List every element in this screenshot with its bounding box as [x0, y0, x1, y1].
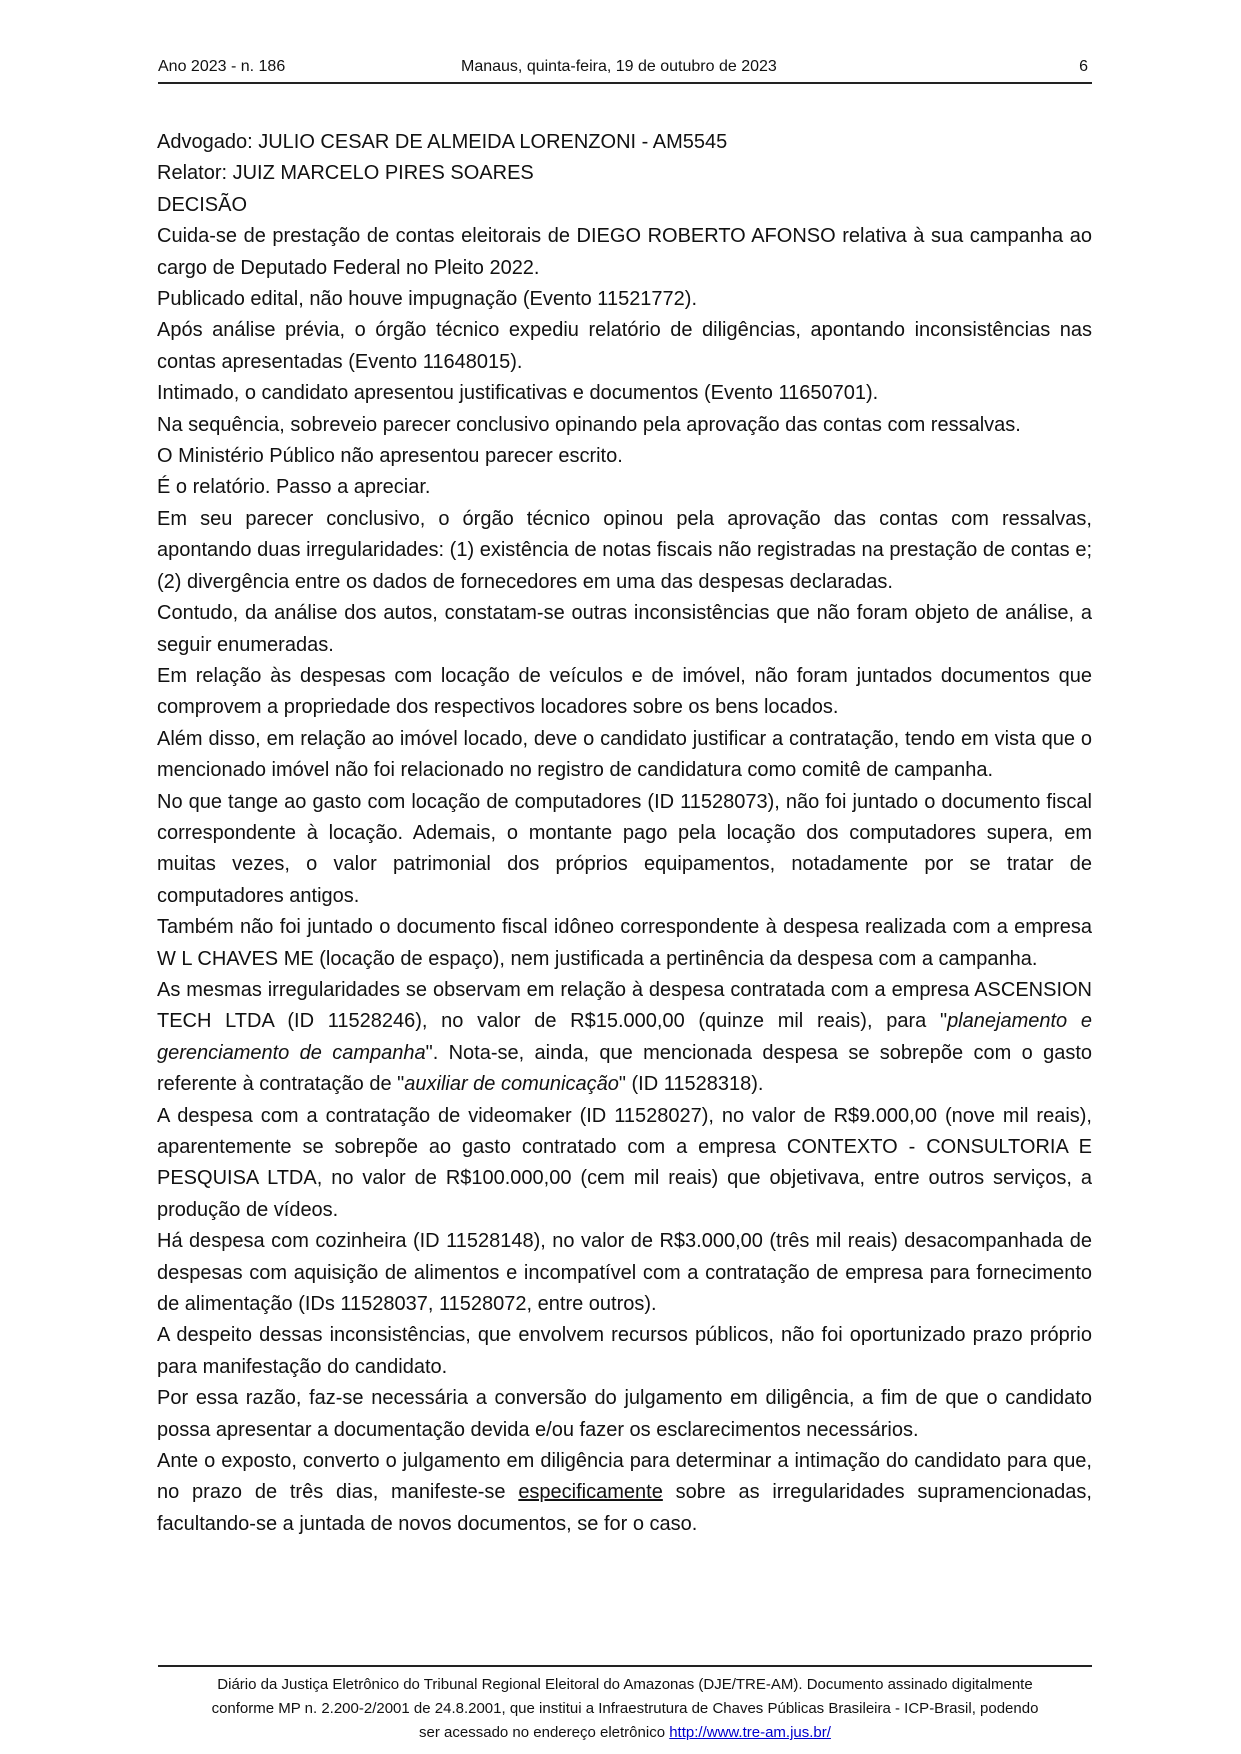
- paragraph: [157, 1446, 1092, 1540]
- paragraph: [157, 975, 1092, 1101]
- paragraph: Publicado edital, não houve impugnação (Evento 11521772).: [157, 288, 698, 311]
- italic-quote: auxiliar de comunicação: [404, 1073, 619, 1096]
- text-run: Ante o exposto, converto o julgamento em diligência para determinar a intimação do candidato para que, no prazo de três dias, manifeste-se: [157, 1450, 1092, 1504]
- text-run: As mesmas irregularidades se observam em relação à despesa contratada com a empresa ASCENSION TECH LTDA (ID 11528246), no valor de R$15.000,00 (quinze mil reais), para ": [157, 978, 1092, 1033]
- paragraph: A despeito dessas inconsistências, que envolvem recursos públicos, não foi oportunizado prazo próprio para manifestação do candidato.: [157, 1324, 1092, 1378]
- footer-line: Diário da Justiça Eletrônico do Tribunal Regional Eleitoral do Amazonas (DJE/TRE-AM). Documento assinado digitalmente: [217, 1676, 1033, 1693]
- paragraph: Também não foi juntado o documento fiscal idôneo correspondente à despesa realizada com a empresa W L CHAVES ME (locação de espaço), nem justificada a pertinência da despesa com a campanha.: [157, 916, 1092, 970]
- footer-text: ser acessado no endereço eletrônico: [419, 1724, 670, 1741]
- paragraph: É o relatório. Passo a apreciar.: [157, 476, 431, 499]
- page-header: [158, 50, 1092, 84]
- document-body: [157, 127, 1092, 1540]
- paragraph: Cuida-se de prestação de contas eleitorais de DIEGO ROBERTO AFONSO relativa à sua campanha ao cargo de Deputado Federal no Pleito 2022.: [157, 225, 1092, 279]
- text-run: ". Nota-se, ainda, que mencionada despesa se sobrepõe com o gasto referente à contratação de ": [157, 1041, 1093, 1096]
- paragraph: Além disso, em relação ao imóvel locado, deve o candidato justificar a contratação, tendo em vista que o mencionado imóvel não foi relacionado no registro de candidatura como comitê de campanha.: [157, 727, 1092, 782]
- tre-am-link[interactable]: http://www.tre-am.jus.br/: [669, 1724, 831, 1741]
- paragraph: A despesa com a contratação de videomaker (ID 11528027), no valor de R$9.000,00 (nove mil reais), aparentemente se sobrepõe ao gasto contratado com a empresa CONTEXTO - CONSULTORIA E PESQUISA LTDA, no valor de R$100.000,00 (cem mil reais) que objetivava, entre outros serviços, a produção de vídeos.: [157, 1104, 1092, 1221]
- paragraph: Após análise prévia, o órgão técnico expediu relatório de diligências, apontando inconsistências nas contas apresentadas (Evento 11648015).: [157, 319, 1092, 373]
- paragraph: Há despesa com cozinheira (ID 11528148), no valor de R$3.000,00 (três mil reais) desacompanhada de despesas com aquisição de alimentos e incompatível com a contratação de empresa para fornecimento de alimentação (IDs 11528037, 11528072, entre outros).: [157, 1230, 1092, 1316]
- paragraph: Por essa razão, faz-se necessária a conversão do julgamento em diligência, a fim de que o candidato possa apresentar a documentação devida e/ou fazer os esclarecimentos necessários.: [157, 1387, 1092, 1441]
- issue-number: Ano 2023 - n. 186: [158, 58, 286, 75]
- lawyer-line: Advogado: JULIO CESAR DE ALMEIDA LORENZONI - AM5545: [157, 131, 728, 153]
- paragraph: Intimado, o candidato apresentou justificativas e documentos (Evento 11650701).: [157, 382, 879, 405]
- page-number: 6: [1079, 58, 1088, 75]
- paragraph: Na sequência, sobreveio parecer conclusivo opinando pela aprovação das contas com ressalvas.: [157, 413, 1021, 436]
- italic-quote: planejamento e gerenciamento de campanha: [157, 1010, 1092, 1064]
- paragraph: Em relação às despesas com locação de veículos e de imóvel, não foram juntados documentos que comprovem a propriedade dos respectivos locadores sobre os bens locados.: [157, 664, 1092, 719]
- text-run: sobre as irregularidades supramencionadas, facultando-se a juntada de novos documentos, se for o caso.: [157, 1481, 1092, 1535]
- decision-heading: DECISÃO: [157, 193, 248, 216]
- footer-line: conforme MP n. 2.200-2/2001 de 24.8.2001, que institui a Infraestrutura de Chaves Públicas Brasileira - ICP-Brasil, podendo: [211, 1700, 1039, 1717]
- footer-line: [158, 1721, 1092, 1745]
- paragraph: No que tange ao gasto com locação de computadores (ID 11528073), não foi juntado o documento fiscal correspondente à locação. Ademais, o montante pago pela locação dos computadores supera, em muitas vezes, o valor patrimonial dos próprios equipamentos, notadamente por se tratar de computadores antigos.: [157, 790, 1092, 907]
- paragraph: Em seu parecer conclusivo, o órgão técnico opinou pela aprovação das contas com ressalvas, apontando duas irregularidades: (1) existência de notas fiscais não registradas na prestação de contas e; (2) divergência entre os dados de fornecedores em uma das despesas declaradas.: [157, 507, 1092, 593]
- paragraph: O Ministério Público não apresentou parecer escrito.: [157, 445, 623, 468]
- page-footer: [158, 1665, 1092, 1745]
- rapporteur-line: Relator: JUIZ MARCELO PIRES SOARES: [157, 162, 534, 185]
- paragraph: Contudo, da análise dos autos, constatam-se outras inconsistências que não foram objeto de análise, a seguir enumeradas.: [157, 602, 1092, 656]
- publication-date: Manaus, quinta-feira, 19 de outubro de 2023: [461, 58, 777, 75]
- text-run: " (ID 11528318).: [618, 1073, 764, 1096]
- underlined-word: especificamente: [518, 1481, 663, 1504]
